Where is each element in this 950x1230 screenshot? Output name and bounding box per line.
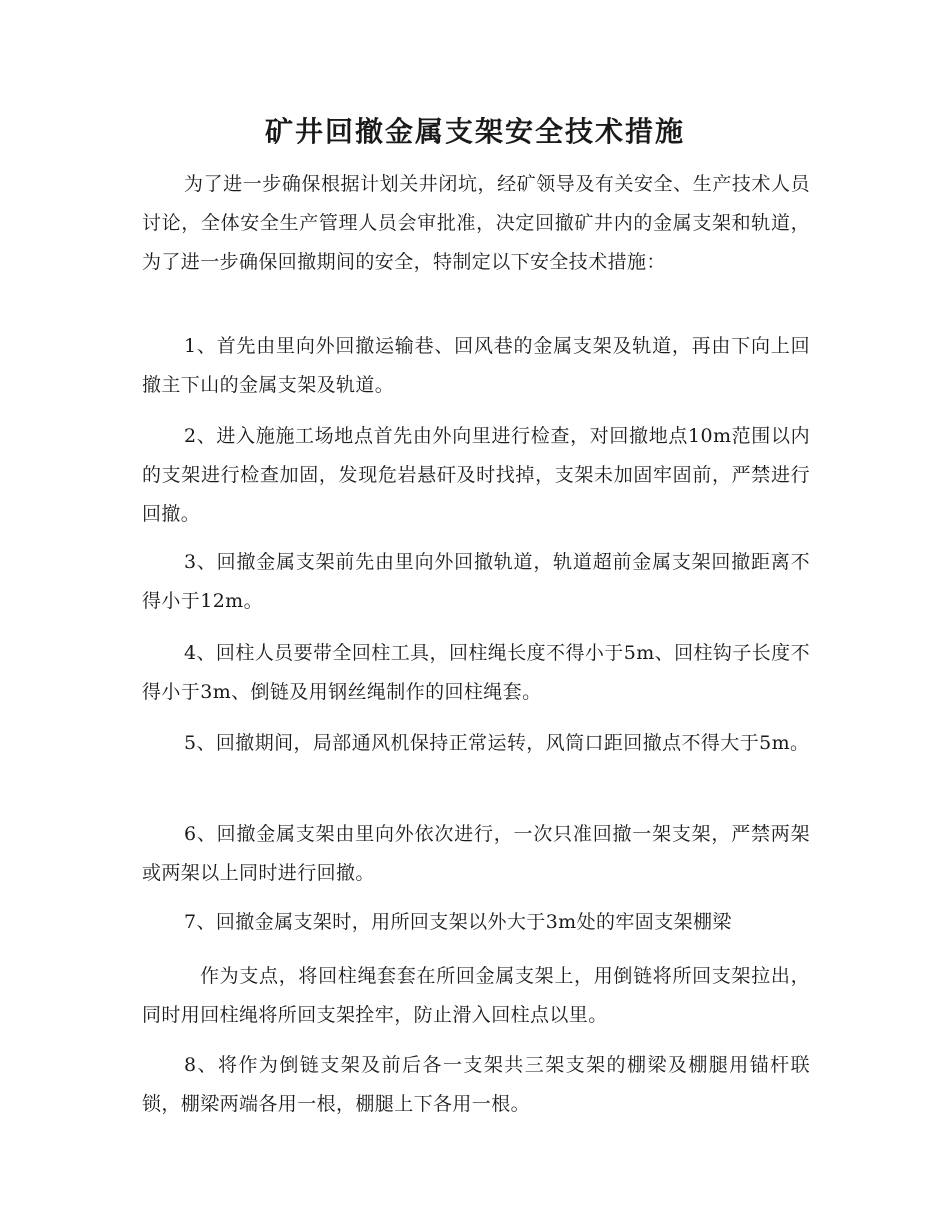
paragraph-item-3: 3、回撤金属支架前先由里向外回撤轨道，轨道超前金属支架回撤距离不得小于12m。: [142, 551, 810, 612]
paragraph-item-7-continued: 作为支点，将回柱绳套套在所回金属支架上，用倒链将所回支架拉出，同时用回柱绳将所回支架拴牢，防止滑入回柱点以里。: [142, 965, 810, 1026]
paragraph-item-7: 7、回撤金属支架时，用所回支架以外大于3m处的牢固支架棚梁: [184, 911, 732, 933]
paragraph-item-6: 6、回撤金属支架由里向外依次进行，一次只准回撤一架支架，严禁两架或两架以上同时进行回撤。: [142, 823, 810, 884]
paragraph-item-8: 8、将作为倒链支架及前后各一支架共三架支架的棚梁及棚腿用锚杆联锁，棚梁两端各用一根，棚腿上下各用一根。: [142, 1054, 810, 1115]
paragraph-item-1: 1、首先由里向外回撤运输巷、回风巷的金属支架及轨道，再由下向上回撤主下山的金属支架及轨道。: [142, 335, 810, 396]
paragraph-item-4: 4、回柱人员要带全回柱工具，回柱绳长度不得小于5m、回柱钩子长度不得小于3m、倒链及用钢丝绳制作的回柱绳套。: [142, 642, 810, 703]
paragraph-item-5: 5、回撤期间，局部通风机保持正常运转，风筒口距回撤点不得大于5m。: [184, 732, 810, 754]
document-title: 矿井回撤金属支架安全技术措施: [264, 115, 685, 148]
paragraph-intro: 为了进一步确保根据计划关井闭坑，经矿领导及有关安全、生产技术人员讨论，全体安全生产管理人员会审批准，决定回撤矿井内的金属支架和轨道，为了进一步确保回撤期间的安全，特制定以下安全技术措施：: [142, 173, 810, 273]
paragraph-item-2: 2、进入施施工场地点首先由外向里进行检查，对回撤地点10m范围以内的支架进行检查加固，发现危岩悬矸及时找掉，支架未加固牢固前，严禁进行回撤。: [142, 425, 810, 525]
